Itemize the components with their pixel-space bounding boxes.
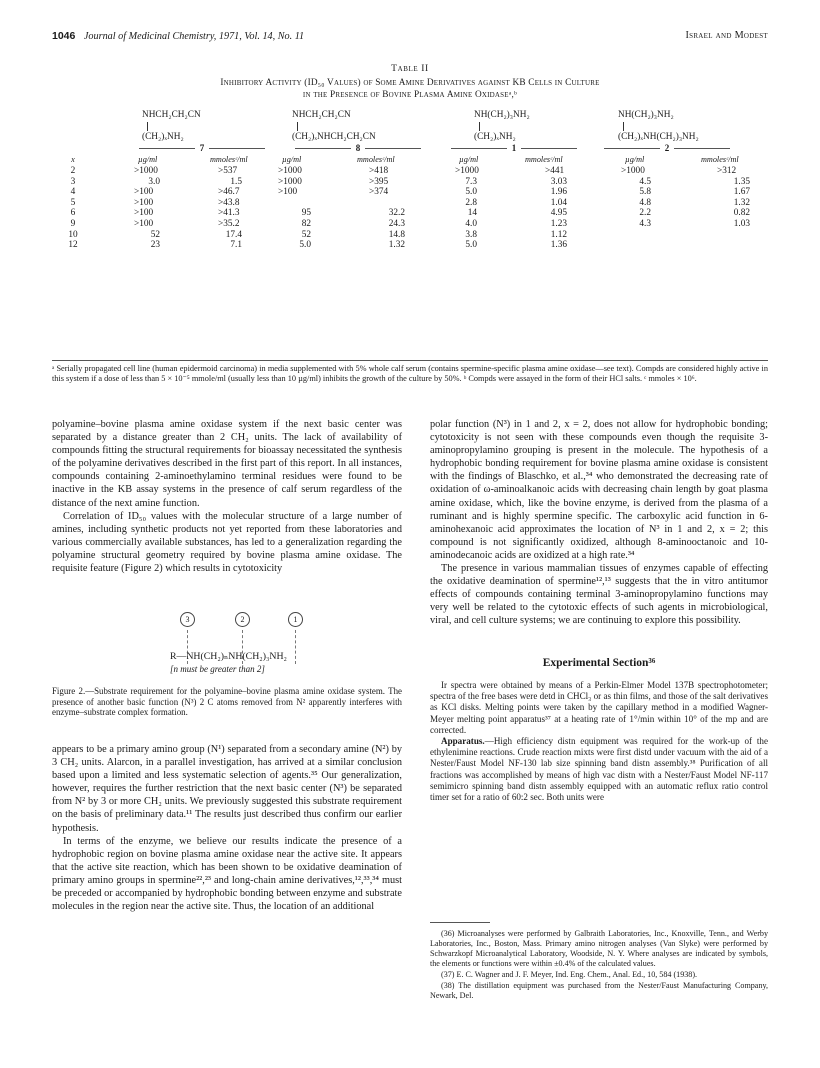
body-text: —High efficiency distn equipment was required for the work-up of the ethylenimine reactions. Crude reaction mixts were first distd under vacuum with the aid of a Nester/Faust Model NF-130 lab size spinning band distn assembly.³⁸ Purification of all fractions was accomplished by means of high vac distn with a Nester/Faust Model NF-117 semimicro spinning band distn assembly equipped with an automatic reflux ratio control timer set for a ratio of 60:2 sec. Both units were	[430, 736, 768, 803]
table-cell: 52	[301, 229, 311, 240]
data-table	[52, 155, 768, 251]
author-header: Israel and Modest	[685, 30, 768, 41]
table-cell: >43.8	[218, 197, 240, 208]
table-bottom-rule	[52, 360, 768, 361]
units-cell: µg/ml	[625, 155, 645, 165]
table-cell: 4.5	[639, 176, 651, 187]
table-cell: 17.4	[225, 229, 242, 240]
body-paragraph: appears to be a primary amino group (N¹) separated from a secondary amine (N²) by 3 CH₂ units. Alarcon, in a parallel investigation, has arrived at a similar conclusion based upon a limited and less systematic selection of agents.³⁵ Our generalization, however, requires the further restriction that the next basic center (N³) be separated from N² by 3 or more CH₂ units. We previously suggested this substrate requirement on the basis of preliminary data.¹¹ The results just described thus confirm our earlier hypothesis.	[52, 744, 402, 834]
table-cell: >100	[278, 187, 298, 198]
table-cell: 1.5	[230, 176, 242, 187]
body-paragraph: In terms of the enzyme, we believe our results indicate the presence of a hydrophobic region on bovine plasma amine oxidase near the active site. It appears that the active site reaction, which has been shown to be oxidative deamination of primary amino groups in spermine²²,²³ and long-chain amine derivatives,¹²,³³,³⁴ must be preceded or accompanied by hydrophobic bonding between enzyme and substrate molecules in the region near the active site. Thus, the location of an additional	[52, 835, 402, 913]
table-cell: 3.0	[148, 176, 160, 187]
structure-2-top: NH(CH₂)₃NH₂	[618, 110, 674, 120]
units-cell: mmolesᶜ/ml	[210, 155, 248, 165]
table-cell: >418	[369, 166, 389, 176]
table-cell: 82	[301, 218, 311, 229]
structure-7-top: NHCH₂CH₂CN	[142, 110, 201, 120]
structure-1-top: NH(CH₂)₃NH₂	[474, 110, 530, 120]
table-row	[52, 240, 768, 251]
table-units-row	[52, 155, 768, 166]
running-header	[52, 30, 768, 44]
structure-7-bottom: (CH₂)ₓNH₂	[142, 132, 184, 142]
table-title: Table II	[391, 63, 429, 74]
table-cell: 95	[301, 208, 311, 219]
structure-8-top: NHCH₂CH₂CN	[292, 110, 351, 120]
table-cell: >100	[134, 218, 154, 229]
table-cell: 5	[70, 197, 76, 208]
footnote-36: (36) Microanalyses were performed by Galbraith Laboratories, Inc., Knoxville, Tenn., and Werby Laboratories, Inc., Boston, Mass. Primary amino nitrogen analyses (Van Slyke) were performed by Schwarzkopf Microanalytical Laboratory, Woodside, N. Y. Where analyses are indicated by symbols, the elements or functions were within ±0.4% of the calculated values.	[430, 929, 768, 968]
structure-1	[474, 110, 530, 143]
table-cell: 9	[70, 218, 76, 229]
table-cell: 1.35	[733, 176, 750, 187]
table-cell: 23	[150, 240, 160, 251]
body-paragraph: Correlation of ID₅₀ values with the molecular structure of a large number of amines, including synthetic products not yet reported from these laboratories and various commercially available substances, has led to a generalization regarding the polyamine structural geometry required by bovine plasma amine oxidase. The requisite feature (Figure 2) which results in cytotoxicity	[52, 510, 402, 575]
table-row	[52, 219, 768, 230]
table-cell: 1.04	[550, 197, 567, 208]
table-row	[52, 187, 768, 198]
table-cell: 7.3	[465, 176, 477, 187]
table-cell: 3.8	[465, 229, 477, 240]
table-cell: 4.95	[550, 208, 567, 219]
table-cell: 52	[150, 229, 160, 240]
table-cell: >1000	[134, 166, 158, 176]
structure-8-bottom: (CH₂)ₓNHCH₂CH₂CN	[292, 132, 376, 142]
table-cell: 0.82	[733, 208, 750, 219]
table-cell: >312	[717, 166, 737, 176]
right-column	[430, 418, 768, 628]
footnote-rule	[430, 922, 490, 923]
footnote-38: (38) The distillation equipment was purchased from the Nester/Faust Manufacturing Company, Newark, Del.	[430, 981, 768, 1000]
n1-circle: 1	[288, 612, 303, 627]
body-paragraph: polar function (N³) in 1 and 2, x = 2, does not allow for hydrophobic bonding; cytotoxicity is not seen with these compounds even though the requisite 3-aminopropylamino grouping is present in the molecule. The hypothesis of a hydrophobic bonding requirement for bovine plasma amine oxidase is consistent with the findings of Blaschko, et al.,³⁴ who demonstrated the decreasing rate of oxidation of ω-aminoalkanoic acids with decreasing chain length by goat plasma amine oxidase, which, like the bovine enzyme, is derived from the plasma of a ruminant and is highly spermine specific. The carboxylic acid function in 6-aminohexanoic acid approximates the location of N³ in 1 and 2, x = 2; this compound is not significantly oxidized, although 8-aminooctanoic and 10-aminodecanoic acids are oxidized at a high rate.³⁴	[430, 419, 768, 561]
table-cell: >1000	[278, 176, 302, 187]
table-cell: 1.32	[733, 197, 750, 208]
table-cell: 10	[68, 229, 78, 240]
units-cell: µg/ml	[282, 155, 302, 165]
footnote-37: (37) E. C. Wagner and J. F. Meyer, Ind. Eng. Chem., Anal. Ed., 10, 584 (1938).	[441, 970, 698, 979]
table-cell: 5.8	[639, 187, 651, 198]
table-cell: 1.67	[733, 187, 750, 198]
compound-number-2: 2	[660, 143, 674, 153]
table-cell: >1000	[278, 166, 302, 176]
table-cell: 1.23	[550, 218, 567, 229]
table-cell	[339, 198, 415, 209]
table-cell: >100	[134, 187, 154, 198]
compound-number-7: 7	[195, 143, 209, 153]
table-cell: 3	[70, 176, 76, 187]
table-cell: 1.32	[388, 240, 405, 251]
figure-note: [n must be greater than 2]	[170, 664, 265, 674]
table-caption	[60, 77, 760, 101]
table-cell: >35.2	[218, 218, 240, 229]
table-cell: 12	[68, 240, 78, 251]
table-cell: >100	[134, 208, 154, 219]
table-cell: >441	[545, 166, 565, 176]
table-cell	[587, 240, 673, 251]
subsection-lead: Apparatus.	[441, 736, 485, 747]
table-cell: >1000	[621, 166, 645, 176]
table-cell: 1.12	[550, 229, 567, 240]
experimental-text	[430, 680, 768, 803]
units-cell: µg/ml	[138, 155, 158, 165]
table-cell: >1000	[455, 166, 479, 176]
figure-formula: R—NH(CH₂)ₙNH(CH₂)₃NH₂	[170, 651, 287, 662]
table-row	[52, 177, 768, 188]
table-cell	[673, 240, 768, 251]
units-cell: mmolesᶜ/ml	[525, 155, 563, 165]
units-cell: x	[71, 155, 75, 165]
table-cell: 1.36	[550, 240, 567, 251]
table-cell: 2.2	[639, 208, 651, 219]
table-row	[52, 208, 768, 219]
left-column-lower	[52, 743, 402, 913]
table-cell: 32.2	[388, 208, 405, 219]
units-cell: mmolesᶜ/ml	[701, 155, 739, 165]
footnotes	[430, 922, 768, 1002]
n1-marker	[295, 630, 296, 664]
body-paragraph: polyamine–bovine plasma amine oxidase system if the next basic center was separated by a distance greater than 2 CH₂ units. The lack of availability of compounds fitting the structural requirements for bioassay necessitated the synthesis of the polyamine derivatives described in the first part of this report. In all instances, compounds containing 2-aminoethylamino terminal residues were found to be inactive in the KB assay systems in the presence of calf serum regardless of the distance of the next amine function.	[52, 419, 402, 509]
table-cell: 14.8	[388, 229, 405, 240]
table-cell: >537	[218, 166, 238, 176]
table-cell: >374	[369, 187, 389, 198]
table-cell: >395	[369, 176, 389, 187]
table-cell: 4	[70, 187, 76, 198]
table-cell: >100	[134, 197, 154, 208]
table-cell: 4.3	[639, 218, 651, 229]
table-row	[52, 198, 768, 209]
table-cell: 4.0	[465, 218, 477, 229]
table-caption-line-2: in the Presence of Bovine Plasma Amine Oxidaseᵃ,ᵇ	[302, 90, 518, 100]
table-cell: 3.03	[550, 176, 567, 187]
left-column-upper	[52, 418, 402, 575]
table-cell: 4.8	[639, 197, 651, 208]
table-cell: 7.1	[230, 240, 242, 251]
structure-1-bottom: (CH₂)ₓNH₂	[474, 132, 516, 142]
table-cell: 6	[70, 208, 76, 219]
journal-citation: Journal of Medicinal Chemistry, 1971, Vol. 14, No. 11	[83, 31, 305, 42]
table-cell	[264, 198, 339, 209]
page-number: 1046	[52, 30, 76, 42]
table-cell	[587, 230, 673, 241]
structure-7	[142, 110, 201, 143]
table-cell: 5.0	[465, 187, 477, 198]
table-cell: 14	[467, 208, 477, 219]
table-row	[52, 166, 768, 177]
table-cell: 1.03	[733, 218, 750, 229]
units-cell: mmolesᶜ/ml	[357, 155, 395, 165]
section-heading: Experimental Section³⁶	[542, 657, 656, 669]
structure-8	[292, 110, 376, 143]
table-cell: 24.3	[388, 218, 405, 229]
table-cell: 5.0	[299, 240, 311, 251]
structure-2	[618, 110, 699, 143]
table-cell: 2.8	[465, 197, 477, 208]
n3-circle: 3	[180, 612, 195, 627]
table-caption-line-1: Inhibitory Activity (ID₅₀ Values) of Some Amine Derivatives against KB Cells in Culture	[220, 78, 600, 88]
compound-number-1: 1	[507, 143, 521, 153]
table-cell: 5.0	[465, 240, 477, 251]
table-footnote: ᵃ Serially propagated cell line (human epidermoid carcinoma) in media supplemented with 5% whole calf serum (contains spermine-specific plasma amine oxidase—see text). Compds are considered highly active in this system if a dose of less than 5 × 10⁻⁵ mmole/ml (usually less than 10 µg/ml) inhibits the growth of the culture by 50%. ᵇ Compds were assayed in the form of their HCl salts. ᶜ mmoles × 10⁶.	[52, 364, 768, 384]
body-paragraph: The presence in various mammalian tissues of enzymes capable of effecting the oxidative deamination of spermine¹²,¹³ suggests that the in vitro antitumor effects of compounds containing terminal 3-aminopropylamino functions may very well be related to the cytotoxic effects of such agents in microbiological, viral, and cell culture systems; we are continuing to explore this possibility.	[430, 563, 768, 627]
units-cell: µg/ml	[459, 155, 479, 165]
body-paragraph: Ir spectra were obtained by means of a Perkin-Elmer Model 137B spectrophotometer; spectra of the free bases were detd in CHCl₃ or as thin films, and those of the salt derivatives as KCl disks. Melting points were taken by the capillary method in a modified Wagner-Meyer melting point apparatus³⁷ at a heating rate of 1°/min within 10° of the mp and are corrected.	[430, 680, 768, 735]
n2-circle: 2	[235, 612, 250, 627]
compound-number-8: 8	[351, 143, 365, 153]
table-cell	[673, 230, 768, 241]
table-cell: >46.7	[218, 187, 240, 198]
table-row	[52, 230, 768, 241]
table-cell: 1.96	[550, 187, 567, 198]
structure-2-bottom: (CH₂)ₓNH(CH₂)₃NH₂	[618, 132, 699, 142]
figure-caption: Figure 2.—Substrate requirement for the polyamine–bovine plasma amine oxidase system. The presence of another basic function (N³) 2 C atoms removed from N² apparently interferes with enzyme–substrate complex formation.	[52, 686, 402, 717]
table-cell: 2	[70, 166, 76, 176]
table-cell: >41.3	[218, 208, 240, 219]
